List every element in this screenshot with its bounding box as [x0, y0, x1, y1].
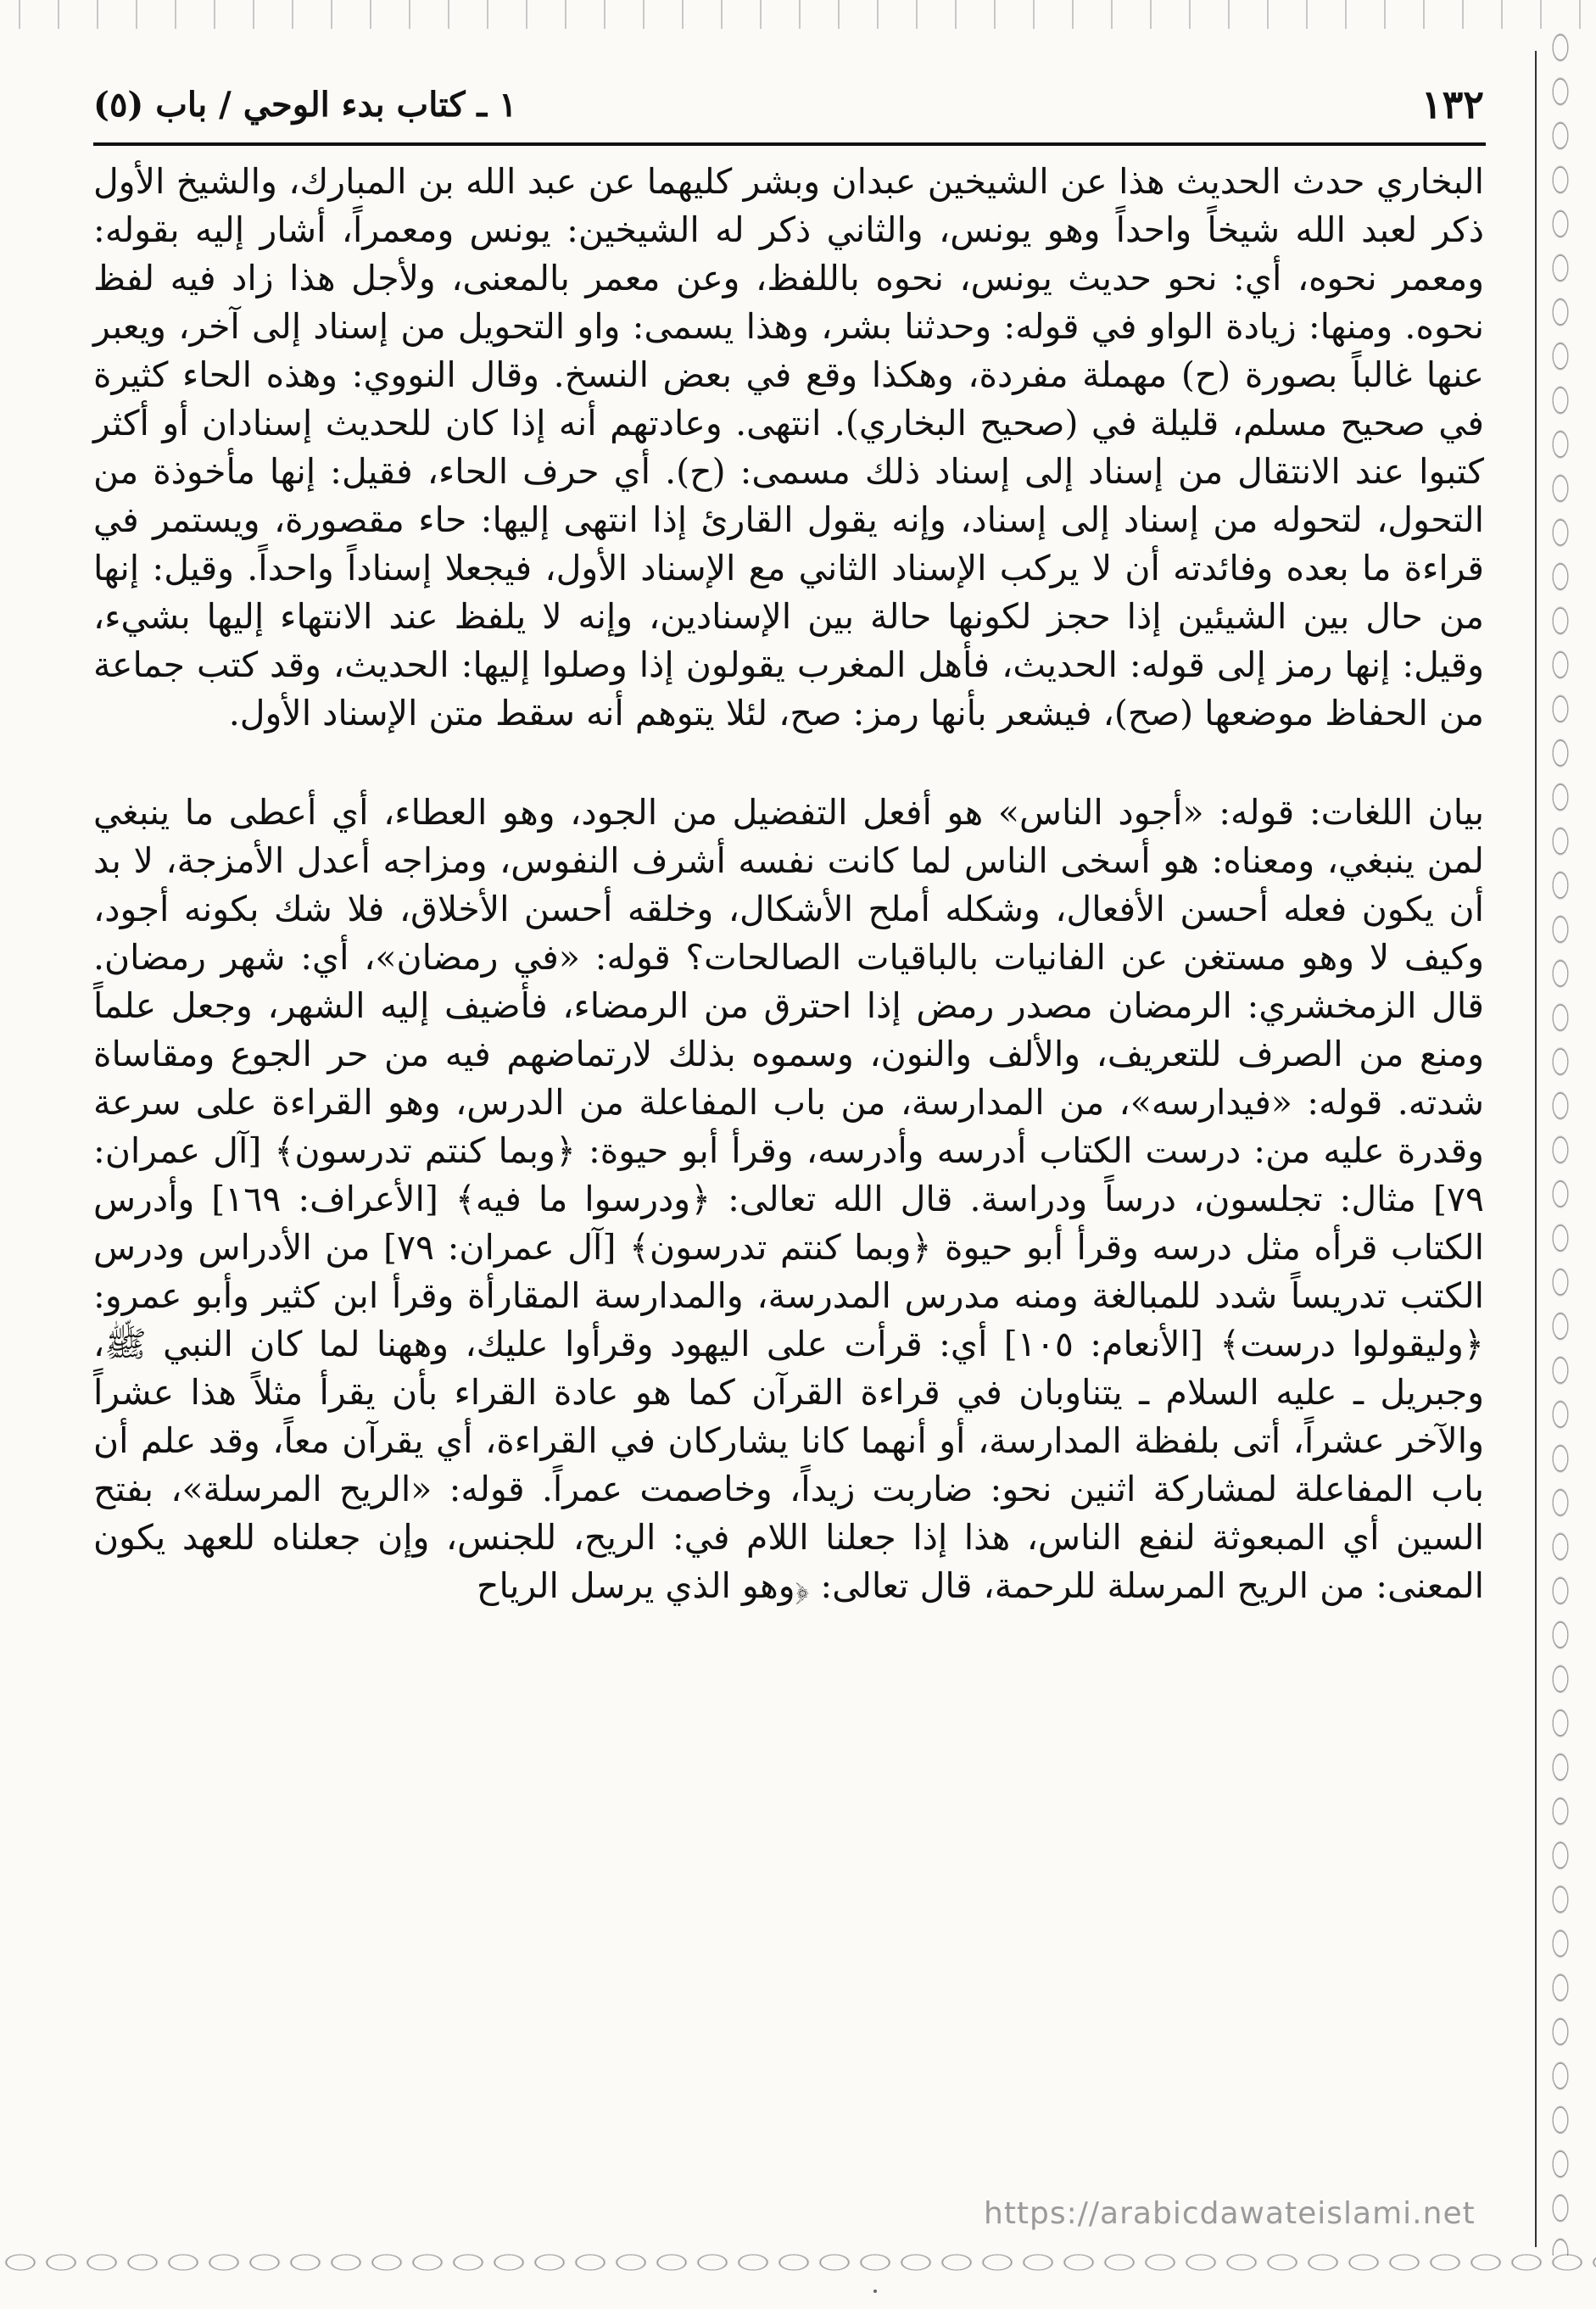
watermark-url: https://arabicdawateislami.net — [984, 2196, 1476, 2231]
decorative-border-right — [1542, 25, 1579, 2256]
running-title: ١ ـ كتاب بدء الوحي / باب (٥) — [93, 85, 517, 125]
page-number: ١٣٢ — [1420, 81, 1484, 127]
header-rule — [93, 142, 1486, 146]
paragraph-lexicon: بيان اللغات: قوله: «أجود الناس» هو أفعل التفضيل من الجود، وهو العطاء، أي أعطى ما ينبغي لمن ينبغي، ومعناه: هو أسخى الناس لما كانت نفسه أشرف النفوس، ومزاجه أعدل الأمزجة، لا بد أن يكون فعله أحسن الأفعال، وشكله أملح الأشكال، وخلقه أحسن الأخلاق، فلا شك بكونه أجود، وكيف لا وهو مستغن عن الفانيات بالباقيات الصالحات؟ قوله: «في رمضان»، أي: شهر رمضان. قال الزمخشري: الرمضان مصدر رمض إذا احترق من الرمضاء، فأضيف إليه الشهر، وجعل علماً ومنع من الصرف للتعريف، والألف والنون، وسموه بذلك لارتماضهم فيه من حر الجوع ومقاساة شدته. قوله: «فيدارسه»، من المدارسة، من باب المفاعلة من الدرس، وهو القراءة على سرعة وقدرة عليه من: درست الكتاب أدرسه وأدرسه، وقرأ أبو حيوة: ﴿وبما كنتم تدرسون﴾ [آل عمران: ٧٩] مثال: تجلسون، درساً ودراسة. قال الله تعالى: ﴿ودرسوا ما فيه﴾ [الأعراف: ١٦٩] وأدرس الكتاب قرأه مثل درسه وقرأ أبو حيوة ﴿وبما كنتم تدرسون﴾ [آل عمران: ٧٩] من الأدراس ودرس الكتب تدريساً شدد للمبالغة ومنه مدرس المدرسة، والمدارسة المقارأة وقرأ ابن كثير وأبو عمرو: ﴿وليقولوا درست﴾ [الأنعام: ١٠٥] أي: قرأت على اليهود وقرأوا عليك، وههنا لما كان النبي ﷺ، وجبريل ـ عليه السلام ـ يتناوبان في قراءة القرآن كما هو عادة القراء بأن يقرأ مثلاً هذا عشراً والآخر عشراً، أتى بلفظة المدارسة، أو أنهما كانا يشاركان في القراءة، أي يقرآن معاً، وقد علم أن باب المفاعلة لمشاركة اثنين نحو: ضاربت زيداً، وخاصمت عمراً. قوله: «الريح المرسلة»، بفتح السين أي المبعوثة لنفع الناس، هذا إذا جعلنا اللام في: الريح، للجنس، وإن جعلناه للعهد يكون المعنى: من الريح المرسلة للرحمة، قال تعالى: ﴿وهو الذي يرسل الرياح — [93, 792, 1484, 1606]
margin-rule — [1535, 51, 1537, 2247]
body-text — [93, 158, 1484, 1610]
decorative-border-bottom — [0, 2245, 1596, 2279]
decorative-border-top — [0, 0, 1596, 29]
page-header — [93, 81, 1484, 141]
paragraph-isnad: البخاري حدث الحديث هذا عن الشيخين عبدان وبشر كليهما عن عبد الله بن المبارك، والشيخ الأول ذكر لعبد الله شيخاً واحداً وهو يونس، والثاني ذكر له الشيخين: يونس ومعمراً، أشار إليه بقوله: ومعمر نحوه، أي: نحو حديث يونس، نحوه باللفظ، وعن معمر بالمعنى، ولأجل هذا زاد فيه لفظ نحوه. ومنها: زيادة الواو في قوله: وحدثنا بشر، وهذا يسمى: واو التحويل من إسناد إلى آخر، ويعبر عنها غالباً بصورة (ح) مهملة مفردة، وهكذا وقع في بعض النسخ. وقال النووي: وهذه الحاء كثيرة في صحيح مسلم، قليلة في (صحيح البخاري). انتهى. وعادتهم أنه إذا كان للحديث إسنادان أو أكثر كتبوا عند الانتقال من إسناد إلى إسناد ذلك مسمى: (ح). أي حرف الحاء، فقيل: إنها مأخوذة من التحول، لتحوله من إسناد إلى إسناد، وإنه يقول القارئ إذا انتهى إليها: حاء مقصورة، ويستمر في قراءة ما بعده وفائدته أن لا يركب الإسناد الثاني مع الإسناد الأول، فيجعلا إسناداً واحداً. وقيل: إنها من حال بين الشيئين إذا حجز لكونها حالة بين الإسنادين، وإنه لا يلفظ عند الانتهاء إليها بشيء، وقيل: إنها رمز إلى قوله: الحديث، فأهل المغرب يقولون إذا وصلوا إليها: الحديث، وقد كتب جماعة من الحفاظ موضعها (صح)، فيشعر بأنها رمز: صح، لئلا يتوهم أنه سقط متن الإسناد الأول. — [93, 161, 1484, 733]
scan-speck — [873, 2289, 877, 2293]
